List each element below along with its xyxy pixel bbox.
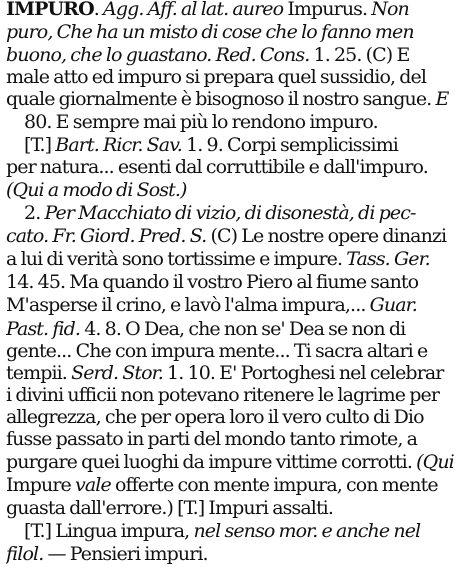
text: offerte con mente impura, con mente [114,474,438,496]
text: quale giornalmente è bisognoso il nostro sangue. [6,88,436,110]
text: 80. E sempre mai più lo rendono impuro. [24,111,378,133]
text: 14. 45. Ma quando il vostro Piero al fiume santo [6,271,419,293]
text: fusse passato in parti del mondo tanto rimote, a [6,428,418,450]
text: male atto ed impuro si prepara quel sussidio, del [6,66,427,88]
italic-text: Guar. [369,294,417,316]
italic-text: Serd. Stor. [71,362,168,384]
text: tempii. [6,362,72,384]
italic-text: E [435,88,449,110]
text: [T.] Lingua impura, [24,520,194,542]
text: 4. 8. O Dea, che non se' Dea se non di [84,318,406,340]
text: 2. [24,202,45,224]
headword: IMPURO [6,0,94,20]
text: . [93,0,103,20]
text: Impure [6,474,75,496]
italic-text: (Qui [416,451,454,473]
text: M'asperse il crino, e lavò l'alma impura,... [6,294,370,316]
italic-text: Bart. Ricr. Sav. [55,134,187,156]
text: 1. 25. (C) E [313,44,410,66]
text: [T.] [24,134,56,156]
text: (C) Le nostre opere dinanzi [210,225,447,247]
italic-text: cato. Fr. Giord. Pred. S. [6,225,211,247]
italic-text: nel senso mor. e anche nel [193,520,421,542]
italic-text: filol. [6,543,44,565]
italic-text: vale [75,474,115,496]
entry-line [6,541,468,567]
italic-text: Past. fid. [6,318,85,340]
text: per natura... esenti dal corruttibile e dall'impuro. [6,156,428,178]
italic-text: Agg. Aff. al lat. aureo [103,0,288,20]
italic-text: Non [371,0,409,20]
text: — Pensieri impuri. [43,543,208,565]
text: 1. 10. E' Portoghesi nel celebrar [167,362,444,384]
italic-text: Tass. Ger. [346,248,430,270]
text: i divini ufficii non potevano ritenere le lagrime per [6,384,440,406]
text: 1. 9. Corpi semplicissimi [186,134,398,156]
text: Impurus. [287,0,372,20]
italic-text: (Qui a modo di Sost.) [6,179,187,201]
italic-text: Per Macchiato di vizio, di disonestà, di pec- [44,202,416,224]
text: purgare quei luoghi da impure vittime corrotti. [6,451,417,473]
italic-text: buono, che lo guastano. Red. Cons. [6,44,314,66]
text: guasta dall'errore.) [T.] Impuri assalti. [6,497,334,519]
text: gente... Che con impura mente... Ti sacra altari e [6,340,428,362]
text: a lui di verità sono tortissime e impure. [6,248,347,270]
text: allegrezza, che per opera loro il vero culto di Dio [6,406,424,428]
italic-text: puro, Che ha un misto di cose che lo fanno men [6,21,414,43]
entry-line [6,292,468,318]
